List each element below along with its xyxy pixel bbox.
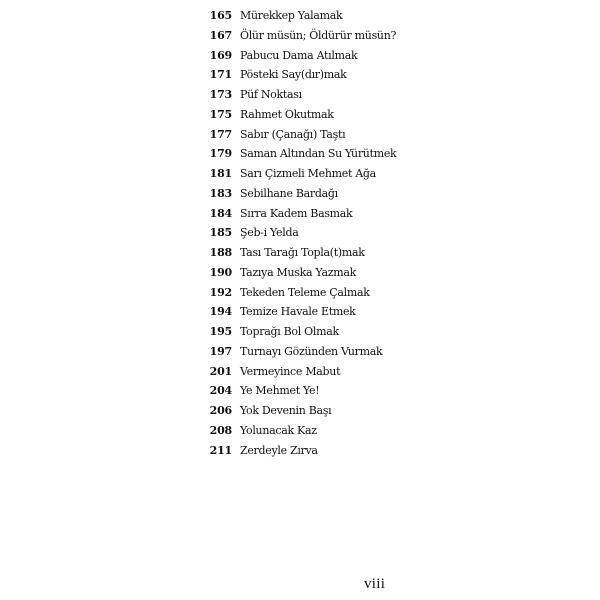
toc-entry bbox=[200, 26, 530, 46]
toc-entry bbox=[200, 65, 530, 85]
toc-page-number: 167 bbox=[209, 28, 232, 42]
toc-page-number: 204 bbox=[209, 384, 232, 398]
toc-page-number: 175 bbox=[209, 107, 232, 121]
toc-entry-title: Mürekkep Yalamak bbox=[240, 9, 343, 22]
toc-entry-title: Yok Devenin Başı bbox=[240, 404, 332, 417]
toc-page-number: 192 bbox=[209, 285, 232, 299]
toc-entry bbox=[200, 401, 530, 421]
toc-page-number: 185 bbox=[209, 226, 232, 240]
toc-entry-title: Yolunacak Kaz bbox=[240, 423, 317, 437]
toc-page-number: 190 bbox=[209, 265, 232, 279]
toc-entry bbox=[200, 421, 530, 441]
toc-page-number: 188 bbox=[209, 246, 232, 259]
toc-entry bbox=[200, 223, 530, 243]
toc-entry-title: Tekeden Teleme Çalmak bbox=[240, 285, 370, 299]
toc-entry bbox=[200, 302, 530, 322]
toc-page-number: 197 bbox=[209, 344, 232, 358]
toc-entry-title: Zerdeyle Zırva bbox=[240, 443, 318, 457]
toc-page-number: 194 bbox=[209, 305, 232, 319]
toc-entry-title: Vermeyince Mabut bbox=[240, 364, 341, 378]
toc-entry bbox=[200, 6, 530, 26]
toc-entry-title: Sabır (Çanağı) Taştı bbox=[240, 127, 346, 141]
toc-entry-title: Ölür müsün; Öldürür müsün? bbox=[240, 28, 397, 42]
table-of-contents bbox=[200, 6, 530, 460]
toc-entry-title: Pösteki Say(dır)mak bbox=[240, 68, 347, 82]
toc-entry-title: Toprağı Bol Olmak bbox=[240, 325, 339, 338]
toc-entry-title: Püf Noktası bbox=[240, 88, 302, 101]
toc-entry bbox=[200, 46, 530, 66]
toc-page-number: 181 bbox=[209, 167, 232, 180]
toc-entry-title: Sebilhane Bardağı bbox=[240, 186, 338, 200]
toc-page-number: 201 bbox=[209, 364, 232, 378]
toc-entry-title: Rahmet Okutmak bbox=[240, 107, 334, 121]
toc-entry bbox=[200, 85, 530, 105]
toc-page-number: 177 bbox=[209, 127, 232, 141]
toc-entry bbox=[200, 322, 530, 342]
toc-page-number: 184 bbox=[209, 206, 232, 220]
toc-entry bbox=[200, 362, 530, 382]
toc-page-number: 165 bbox=[209, 9, 232, 22]
toc-entry bbox=[200, 164, 530, 184]
toc-entry bbox=[200, 263, 530, 283]
toc-entry bbox=[200, 441, 530, 461]
toc-entry-title: Pabucu Dama Atılmak bbox=[240, 48, 358, 62]
toc-entry-title: Sırra Kadem Basmak bbox=[240, 206, 353, 220]
toc-entry bbox=[200, 144, 530, 164]
toc-page-number: 169 bbox=[209, 48, 232, 62]
toc-entry bbox=[200, 204, 530, 224]
toc-page-number: 171 bbox=[209, 68, 232, 82]
toc-entry-title: Turnayı Gözünden Vurmak bbox=[240, 344, 383, 358]
toc-page-number: 183 bbox=[209, 186, 232, 200]
toc-page-number: 179 bbox=[209, 147, 232, 161]
toc-entry bbox=[200, 342, 530, 362]
toc-page-number: 173 bbox=[209, 88, 232, 101]
page-folio: viii bbox=[364, 576, 386, 592]
toc-entry-title: Sarı Çizmeli Mehmet Ağa bbox=[240, 167, 376, 180]
toc-entry-title: Temize Havale Etmek bbox=[240, 305, 356, 319]
toc-entry-title: Saman Altından Su Yürütmek bbox=[240, 147, 397, 161]
toc-page-number: 208 bbox=[209, 423, 232, 437]
toc-entry-title: Şeb-i Yelda bbox=[240, 226, 299, 240]
toc-entry bbox=[200, 243, 530, 263]
toc-entry-title: Tası Tarağı Topla(t)mak bbox=[240, 246, 365, 259]
toc-page-number: 195 bbox=[209, 325, 232, 338]
toc-entry bbox=[200, 184, 530, 204]
toc-page-number: 211 bbox=[209, 443, 232, 457]
toc-entry bbox=[200, 105, 530, 125]
toc-entry bbox=[200, 125, 530, 145]
toc-entry-title: Ye Mehmet Ye! bbox=[240, 384, 320, 398]
toc-entry bbox=[200, 381, 530, 401]
toc-entry-title: Tazıya Muska Yazmak bbox=[240, 265, 357, 279]
toc-page-number: 206 bbox=[209, 404, 232, 417]
toc-entry bbox=[200, 283, 530, 303]
